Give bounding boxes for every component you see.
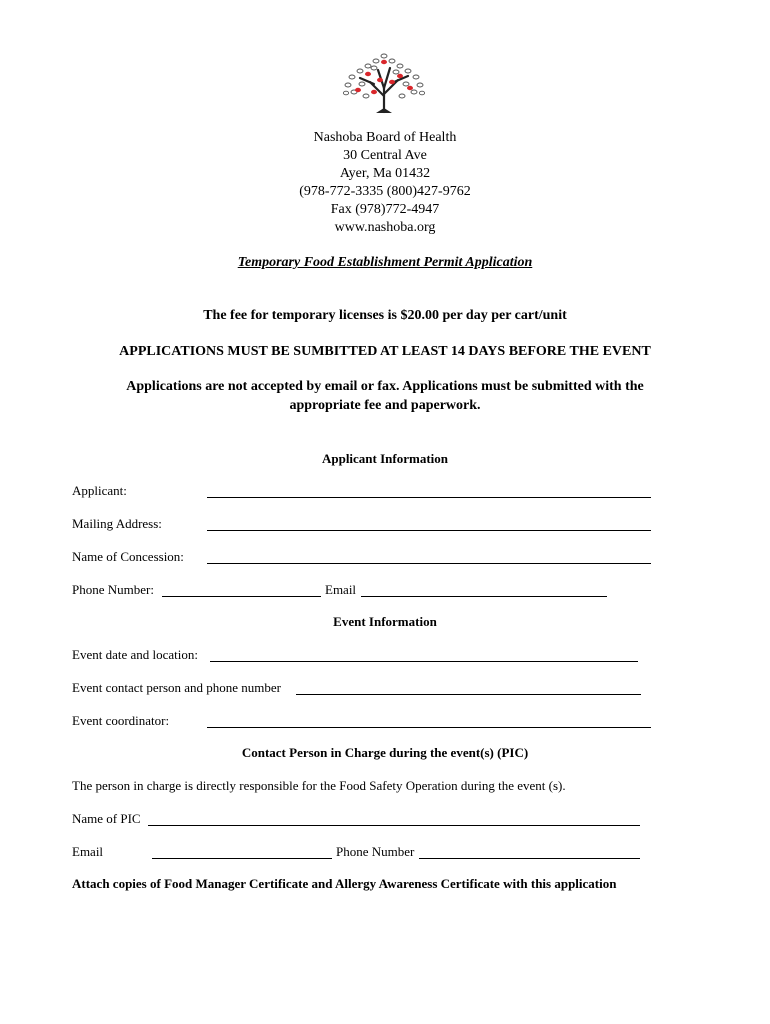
pic-phone-label: Phone Number [336,844,415,859]
pic-section-heading: Contact Person in Charge during the event(s) (PIC) [241,745,529,760]
event-date-location-field[interactable] [210,661,638,662]
event-contact-label: Event contact person and phone number [72,680,282,695]
org-city: Ayer, Ma 01432 [339,166,431,181]
mailing-address-label: Mailing Address: [72,516,162,531]
concession-field[interactable] [207,563,651,564]
org-phone: (978-772-3335 (800)427-9762 [299,184,471,199]
form-title: Temporary Food Establishment Permit Application [237,255,533,270]
concession-label: Name of Concession: [72,549,184,564]
tree-logo-icon [338,52,430,114]
phone-number-field[interactable] [162,596,321,597]
deadline-notice: APPLICATIONS MUST BE SUMBITTED AT LEAST 14 DAYS BEFORE THE EVENT [119,344,651,359]
pic-phone-field[interactable] [419,858,640,859]
event-date-location-label: Event date and location: [72,647,198,662]
email-label: Email [325,582,357,597]
org-fax: Fax (978)772-4947 [330,202,440,217]
pic-email-label: Email [72,844,104,859]
attach-certificates-note: Attach copies of Food Manager Certificate and Allergy Awareness Certificate with this application [72,876,617,891]
pic-email-field[interactable] [152,858,332,859]
fee-notice: The fee for temporary licenses is $20.00 per day per cart/unit [203,308,567,323]
phone-number-label: Phone Number: [72,582,154,597]
org-street: 30 Central Ave [343,148,427,163]
event-contact-field[interactable] [296,694,641,695]
applicant-field[interactable] [207,497,651,498]
applicant-label: Applicant: [72,483,127,498]
pic-description: The person in charge is directly responsible for the Food Safety Operation during the event (s). [72,778,566,793]
pic-name-label: Name of PIC [72,811,141,826]
email-field[interactable] [361,596,607,597]
event-coordinator-label: Event coordinator: [72,713,170,728]
applicant-section-heading: Applicant Information [321,451,449,466]
submission-notice-line1: Applications are not accepted by email or fax. Applications must be submitted with the [126,379,644,394]
event-coordinator-field[interactable] [207,727,651,728]
org-website: www.nashoba.org [334,220,436,235]
org-name: Nashoba Board of Health [313,130,457,145]
pic-name-field[interactable] [148,825,640,826]
mailing-address-field[interactable] [207,530,651,531]
event-section-heading: Event Information [333,614,437,629]
submission-notice-line2: appropriate fee and paperwork. [289,398,481,413]
